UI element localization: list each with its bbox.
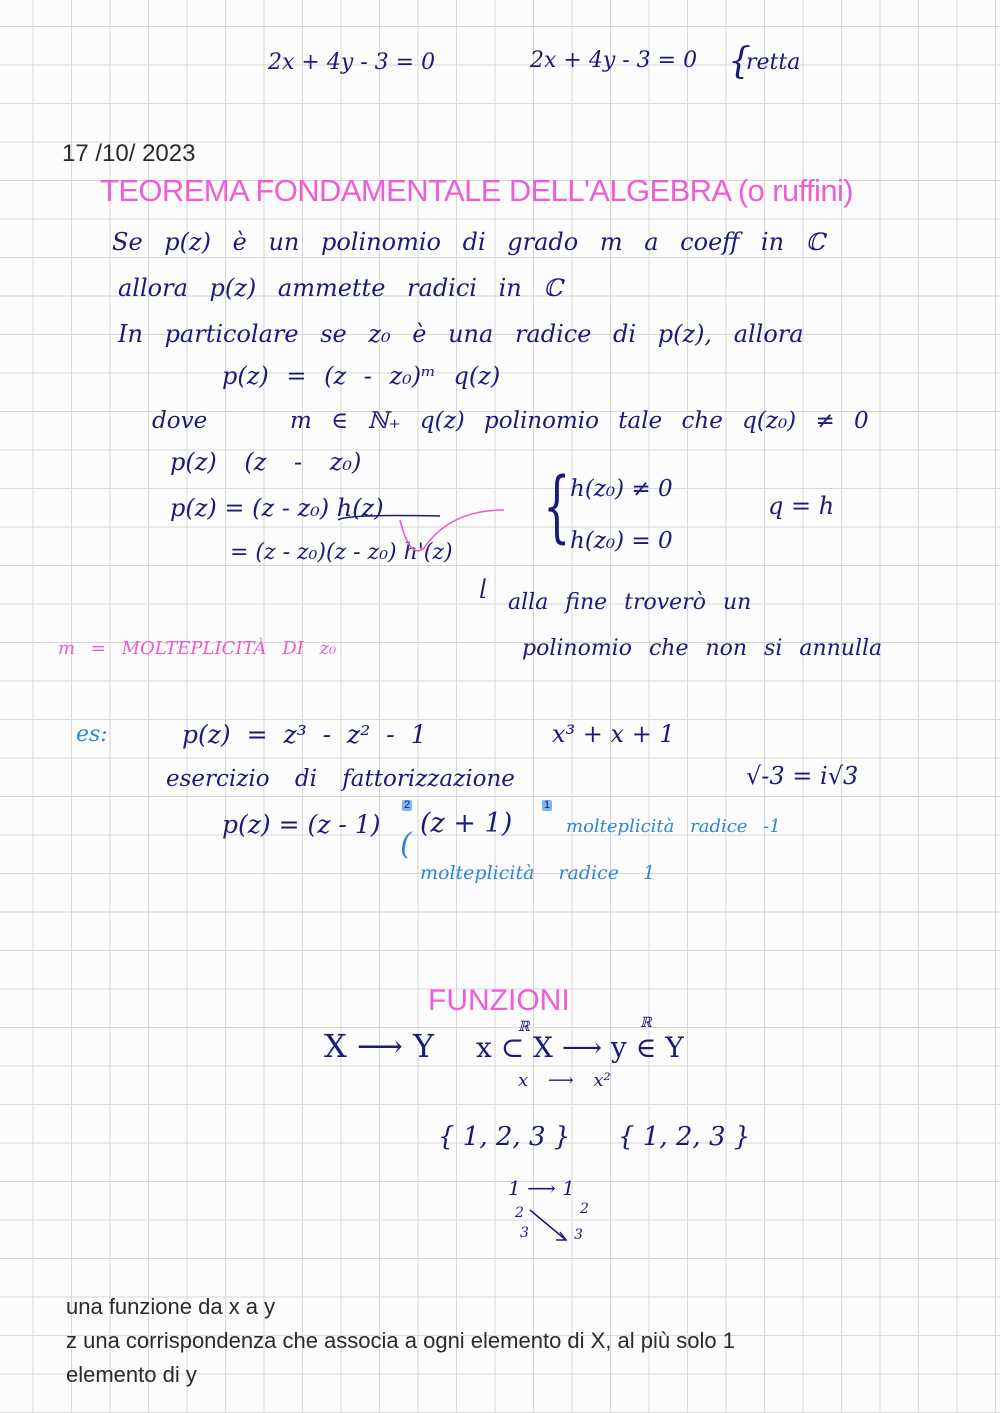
mapping-sets: X ⟶ Y [324, 1027, 435, 1065]
right-3: 3 [574, 1227, 583, 1243]
multiplicity-root-neg1: molteplicità radice -1 [566, 816, 781, 837]
note-line-1: alla fine troverò un [508, 590, 752, 615]
theorem-line-5: m ∈ ℕ₊ q(z) polinomio tale che q(z₀) ≠ 0 [290, 408, 869, 434]
theorem-line-5-dove: dove [152, 408, 208, 434]
definition-line-2: z una corrispondenza che associa a ogni elemento di X, al più solo 1 [66, 1328, 735, 1353]
multiplicity-note: m = MOLTEPLICITÀ DI z₀ [58, 638, 337, 659]
theorem-line-4: p(z) = (z - z₀)ᵐ q(z) [222, 362, 501, 390]
system-side-note: q = h [768, 492, 835, 520]
top-equation-left: 2x + 4y - 3 = 0 [268, 50, 436, 75]
real-symbol-1: ℝ [518, 1019, 530, 1035]
note-hook: ⌊ [480, 576, 489, 601]
real-symbol-2: ℝ [640, 1015, 652, 1031]
system-line-2: h(z₀) = 0 [570, 528, 673, 554]
map-pair-1: 1 ⟶ 1 [508, 1176, 575, 1200]
theorem-line-2: allora p(z) ammette radici in ℂ [118, 274, 563, 302]
multiplicity-bracket: ( [400, 827, 412, 862]
exponent-2-highlight: 2 [404, 799, 411, 811]
theorem-line-3: In particolare se z₀ è una radice di p(z), allora [118, 320, 804, 348]
left-3: 3 [520, 1225, 529, 1241]
multiplicity-root-1: molteplicità radice 1 [420, 862, 656, 884]
system-line-1: h(z₀) ≠ 0 [570, 476, 673, 502]
theorem-line-6: p(z) (z - z₀) [170, 448, 362, 476]
definition-line-1: una funzione da x a y [66, 1294, 276, 1319]
theorem-line-7: p(z) = (z - z₀) h(z) [170, 494, 384, 522]
date: 17 /10/ 2023 [62, 140, 196, 167]
top-brace-word: retta [746, 50, 801, 75]
factorization-part-a: p(z) = (z - 1) [222, 810, 381, 839]
theorem-line-1: Se p(z) è un polinomio di grado m a coeff in ℂ [112, 228, 825, 256]
top-brace: { [728, 41, 751, 82]
exponent-1-highlight: 1 [544, 799, 551, 811]
example-label: es: [76, 722, 108, 747]
example-equation: p(z) = z³ - z² - 1 [182, 720, 427, 749]
mapping-square: x ⟶ x² [518, 1070, 611, 1091]
example-equation-2: x³ + x + 1 [552, 720, 675, 748]
functions-title: FUNZIONI [428, 984, 570, 1017]
codomain-set: { 1, 2, 3 } [618, 1122, 751, 1152]
note-line-2: polinomio che non si annulla [522, 636, 883, 661]
mapping-elements: x ⊂ X ⟶ y ∈ Y [476, 1031, 684, 1064]
theorem-title: TEOREMA FONDAMENTALE DELL'ALGEBRA (o ruffini) [100, 173, 853, 208]
left-2: 2 [515, 1205, 524, 1221]
definition-line-3: elemento di y [66, 1362, 197, 1387]
theorem-line-8: = (z - z₀)(z - z₀) h'(z) [230, 540, 453, 565]
top-equation-right: 2x + 4y - 3 = 0 [530, 48, 698, 73]
sqrt-note: √-3 = i√3 [746, 762, 859, 790]
system-brace: { [543, 462, 571, 552]
factorization-part-b: (z + 1) [420, 808, 513, 839]
exercise-label: esercizio di fattorizzazione [166, 766, 515, 792]
domain-set: { 1, 2, 3 } [438, 1122, 571, 1152]
right-2: 2 [580, 1201, 589, 1217]
